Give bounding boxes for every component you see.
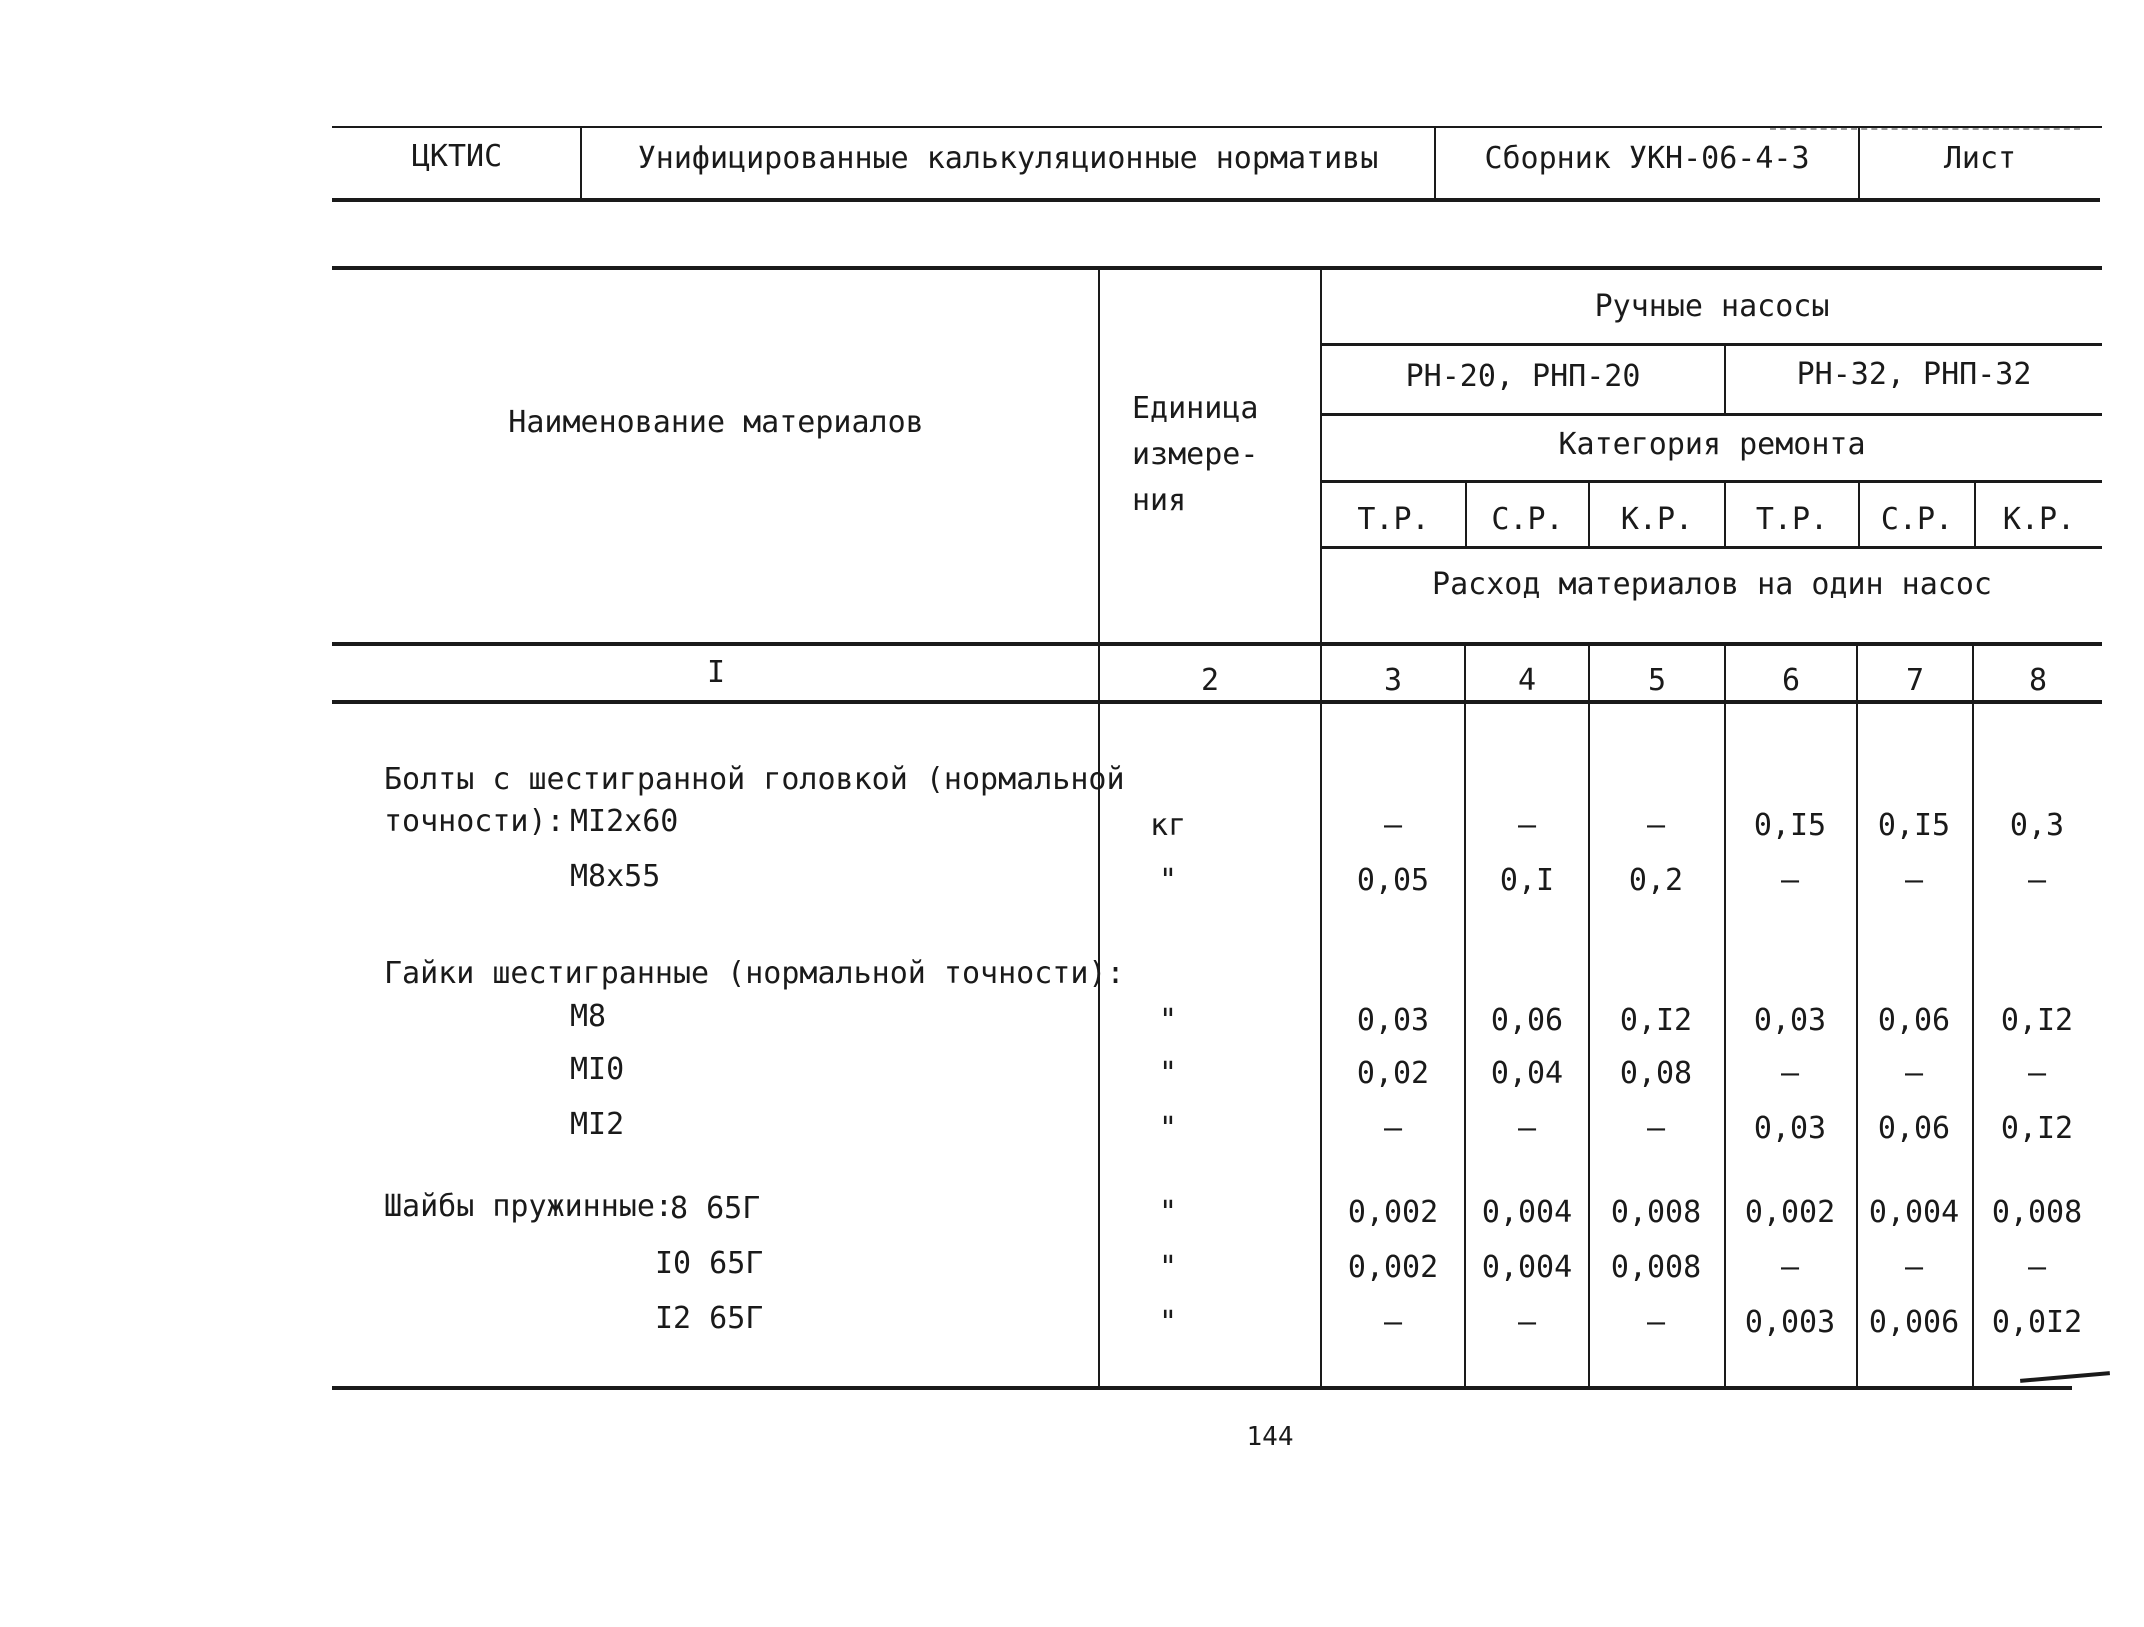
value-cell: – xyxy=(1780,1056,1800,1091)
group-title: Болты с шестигранной головкой (нормальной xyxy=(384,762,1125,797)
value-cell: 0,05 xyxy=(1356,863,1430,898)
category-cell: С.Р. xyxy=(1491,502,1564,537)
value-cell: 0,I2 xyxy=(2000,1003,2074,1038)
material-name: I0 65Г xyxy=(655,1246,764,1281)
header-bottom-rule xyxy=(332,198,2100,202)
header-sheet: Лист xyxy=(1943,141,2017,176)
table-bottom-rule xyxy=(332,1386,2072,1390)
header-org: ЦКТИС xyxy=(411,139,503,174)
value-cell: – xyxy=(1646,808,1666,843)
unit-cell: " xyxy=(1158,1003,1178,1038)
value-cell: 0,I5 xyxy=(1877,808,1951,843)
value-cell: 0,004 xyxy=(1481,1195,1573,1230)
value-cell: 0,0I2 xyxy=(1991,1305,2083,1340)
value-cell: 0,004 xyxy=(1481,1250,1573,1285)
value-cell: – xyxy=(2027,1250,2047,1285)
value-cell: 0,06 xyxy=(1877,1003,1951,1038)
subgroup-header-1: РН-20, РНП-20 xyxy=(1405,359,1641,394)
value-cell: 0,06 xyxy=(1490,1003,1564,1038)
column-number: 8 xyxy=(2028,663,2048,698)
value-cell: 0,04 xyxy=(1490,1056,1564,1091)
value-cell: 0,2 xyxy=(1628,863,1684,898)
value-cell: 0,I xyxy=(1499,863,1555,898)
value-cell: – xyxy=(1517,1111,1537,1146)
value-cell: – xyxy=(1383,808,1403,843)
value-cell: 0,004 xyxy=(1868,1195,1960,1230)
value-cell: 0,08 xyxy=(1619,1056,1693,1091)
group-title: Гайки шестигранные (нормальной точности): xyxy=(384,956,1125,991)
material-name: МI2 xyxy=(570,1107,625,1142)
column-divider xyxy=(1098,270,1100,1388)
material-name: МI2х60 xyxy=(570,804,679,839)
value-cell: – xyxy=(1517,1305,1537,1340)
material-name: М8 xyxy=(570,999,607,1034)
unit-cell: " xyxy=(1158,1250,1178,1285)
value-cell: 0,3 xyxy=(2009,808,2065,843)
value-cell: – xyxy=(2027,863,2047,898)
table-rule xyxy=(1322,343,2102,346)
column-divider xyxy=(1724,644,1726,1388)
value-cell: 0,03 xyxy=(1356,1003,1430,1038)
value-cell: 0,008 xyxy=(1610,1195,1702,1230)
value-cell: – xyxy=(2027,1056,2047,1091)
page-number: 144 xyxy=(1246,1422,1294,1452)
subgroup-header-2: РН-32, РНП-32 xyxy=(1796,357,2032,392)
value-cell: 0,003 xyxy=(1744,1305,1836,1340)
header-title: Унифицированные калькуляционные нормативы xyxy=(637,141,1379,176)
category-cell: Т.Р. xyxy=(1755,502,1829,537)
value-cell: 0,06 xyxy=(1877,1111,1951,1146)
table-top-rule xyxy=(332,266,2102,270)
header-collection: Сборник УКН-06-4-3 xyxy=(1484,141,1810,176)
value-cell: – xyxy=(1383,1111,1403,1146)
table-rule xyxy=(332,700,2102,704)
col2-header-line: Единица xyxy=(1132,391,1259,426)
column-divider xyxy=(1588,644,1590,1388)
value-cell: 0,008 xyxy=(1610,1250,1702,1285)
consumption-header: Расход материалов на один насос xyxy=(1432,567,1992,602)
column-number: 4 xyxy=(1517,663,1537,698)
table-rule xyxy=(1322,546,2102,549)
unit-cell: " xyxy=(1158,1195,1178,1230)
value-cell: 0,03 xyxy=(1753,1003,1827,1038)
material-name: М8х55 xyxy=(570,859,661,894)
material-name: 8 65Г xyxy=(670,1191,761,1226)
unit-cell: " xyxy=(1158,863,1178,898)
column-number: I xyxy=(706,655,726,690)
value-cell: – xyxy=(1646,1305,1666,1340)
value-cell: 0,I2 xyxy=(1619,1003,1693,1038)
value-cell: 0,008 xyxy=(1991,1195,2083,1230)
unit-cell: кг xyxy=(1149,808,1187,843)
value-cell: 0,02 xyxy=(1356,1056,1430,1091)
value-cell: 0,03 xyxy=(1753,1111,1827,1146)
value-cell: 0,I2 xyxy=(2000,1111,2074,1146)
value-cell: 0,006 xyxy=(1868,1305,1960,1340)
column-number: 7 xyxy=(1905,663,1925,698)
column-divider xyxy=(1464,644,1466,1388)
column-number: 2 xyxy=(1200,663,1220,698)
value-cell: 0,002 xyxy=(1744,1195,1836,1230)
table-rule xyxy=(1322,480,2102,483)
value-cell: 0,I5 xyxy=(1753,808,1827,843)
col1-header: Наименование материалов xyxy=(508,405,924,440)
value-cell: 0,002 xyxy=(1347,1250,1439,1285)
category-cell: С.Р. xyxy=(1880,502,1954,537)
unit-cell: " xyxy=(1158,1111,1178,1146)
column-number: 5 xyxy=(1647,663,1667,698)
group-header: Ручные насосы xyxy=(1594,289,1830,324)
col2-header-line: измере- xyxy=(1132,437,1259,472)
group-title: точности): xyxy=(384,804,565,839)
category-cell: К.Р. xyxy=(2002,502,2076,537)
table-bottom-rule-curl xyxy=(2020,1371,2110,1383)
material-name: I2 65Г xyxy=(655,1301,764,1336)
group-title: Шайбы пружинные: xyxy=(384,1189,673,1224)
category-cell: Т.Р. xyxy=(1357,502,1430,537)
header-dashed-edge xyxy=(1770,128,2080,130)
value-cell: 0,002 xyxy=(1347,1195,1439,1230)
column-number: 6 xyxy=(1781,663,1801,698)
unit-cell: " xyxy=(1158,1056,1178,1091)
value-cell: – xyxy=(1780,1250,1800,1285)
material-name: МI0 xyxy=(570,1052,625,1087)
value-cell: – xyxy=(1383,1305,1403,1340)
table-rule xyxy=(332,642,2102,646)
value-cell: – xyxy=(1904,1250,1924,1285)
value-cell: – xyxy=(1904,863,1924,898)
header-top-rule xyxy=(332,126,2102,128)
value-cell: – xyxy=(1517,808,1537,843)
value-cell: – xyxy=(1904,1056,1924,1091)
repair-category-header: Категория ремонта xyxy=(1558,427,1866,462)
table-rule xyxy=(1322,413,2102,416)
column-number: 3 xyxy=(1383,663,1403,698)
col2-header-line: ния xyxy=(1132,483,1187,518)
value-cell: – xyxy=(1646,1111,1666,1146)
value-cell: – xyxy=(1780,863,1800,898)
category-cell: К.Р. xyxy=(1620,502,1694,537)
unit-cell: " xyxy=(1158,1305,1178,1340)
